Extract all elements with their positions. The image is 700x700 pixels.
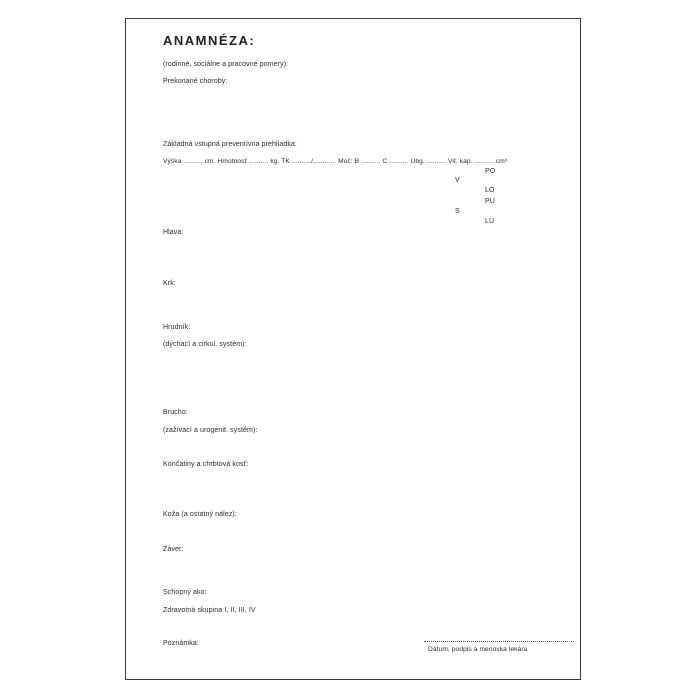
hrudnik-sub-label: (dýchací a cirkul. systém):: [163, 341, 247, 348]
vision-pu: PU: [485, 198, 495, 205]
brucho-label: Brucho:: [163, 409, 188, 416]
hlava-label: Hlava:: [163, 229, 184, 236]
measurements-line: Výška .......... cm. Hmotnosť .......... kg. TK ........../.......... . Moč: B .......... C .......... Ubg. .......... Vit. kap. .......... cm³: [163, 158, 508, 165]
signature-line: [424, 641, 574, 642]
zaver-label: Záver:: [163, 546, 184, 553]
signature-label: Dátum, podpis a menovka lekára: [428, 646, 528, 653]
vision-lu: LU: [485, 218, 495, 225]
krk-label: Krk:: [163, 280, 176, 287]
vision-po: PO: [485, 168, 496, 175]
vision-v: V: [455, 177, 460, 184]
zakladna-prehliadka-label: Základná vstupná preventívna prehliadka:: [163, 141, 297, 148]
subtitle-label: (rodinné, sociálne a pracovné pomery):: [163, 61, 289, 68]
poznamka-label: Poznámka:: [163, 640, 199, 647]
vision-s: S: [455, 208, 460, 215]
schopny-label: Schopný ako:: [163, 589, 207, 596]
brucho-sub-label: (zažívací a urogenit. systém):: [163, 427, 258, 434]
form-title: ANAMNÉZA:: [163, 33, 256, 48]
form-sheet: [125, 18, 581, 680]
koza-label: Koža (a ostatný nález):: [163, 511, 237, 518]
hrudnik-label: Hrudník:: [163, 324, 191, 331]
koncatiny-label: Končatiny a chrbtová kosť:: [163, 461, 249, 468]
vision-lo: LO: [485, 187, 495, 194]
prekonane-choroby-label: Prekonané choroby:: [163, 78, 228, 85]
zdravotna-skupina-label: Zdravotná skupina I, II, III, IV: [163, 607, 256, 614]
